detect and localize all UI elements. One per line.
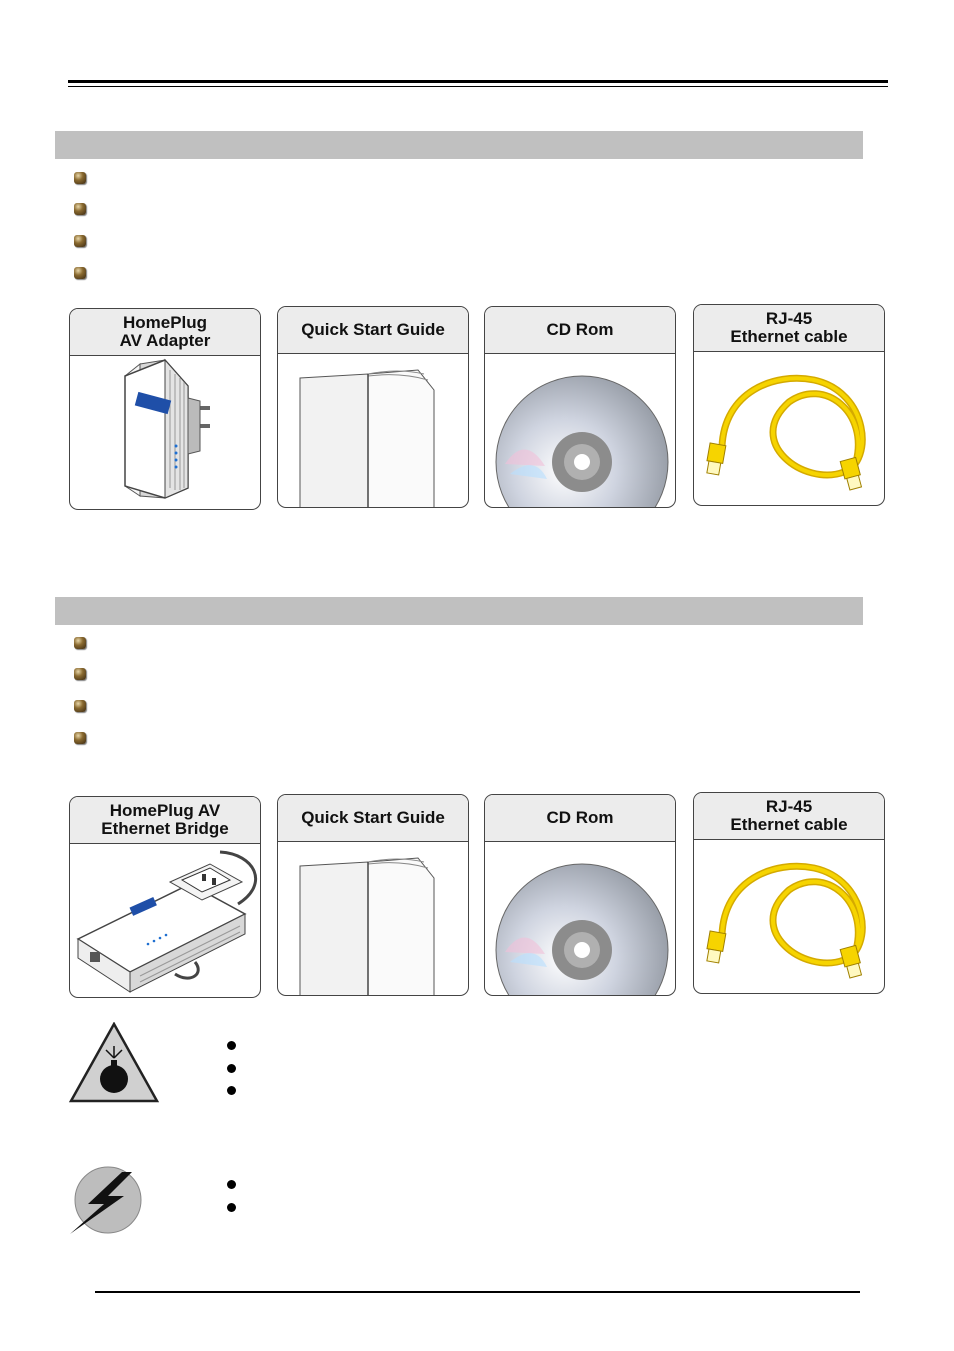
bullet-icon — [74, 235, 86, 247]
booklet-icon — [278, 842, 468, 996]
card-title: Quick Start Guide — [278, 795, 468, 842]
list-dot — [227, 1180, 236, 1189]
list-dot — [227, 1041, 236, 1050]
bullet-icon — [74, 172, 86, 184]
bullet-icon — [74, 203, 86, 215]
ethernet-cable-icon — [694, 840, 884, 994]
warning-bomb-icon — [68, 1022, 160, 1104]
package-card-cable — [693, 304, 885, 506]
footer-rule — [95, 1291, 860, 1293]
cd-icon — [485, 842, 675, 996]
ethernet-bridge-icon — [70, 844, 260, 998]
bullet-icon — [74, 637, 86, 649]
lightning-icon — [68, 1166, 144, 1236]
package-card-adapter — [69, 308, 261, 510]
header-rule-thick — [68, 80, 888, 83]
section-header-bar — [55, 131, 863, 159]
package-card-bridge — [69, 796, 261, 998]
card-title: RJ-45 Ethernet cable — [694, 305, 884, 352]
card-title: CD Rom — [485, 307, 675, 354]
bullet-icon — [74, 732, 86, 744]
ethernet-cable-icon — [694, 352, 884, 506]
package-card-guide — [277, 794, 469, 996]
list-dot — [227, 1064, 236, 1073]
bullet-icon — [74, 267, 86, 279]
card-title: HomePlug AV Ethernet Bridge — [70, 797, 260, 844]
booklet-icon — [278, 354, 468, 508]
header-rule-thin — [68, 86, 888, 87]
package-card-cable — [693, 792, 885, 994]
list-dot — [227, 1086, 236, 1095]
homeplug-adapter-icon — [70, 356, 260, 510]
card-title: Quick Start Guide — [278, 307, 468, 354]
package-card-cd — [484, 794, 676, 996]
bullet-icon — [74, 700, 86, 712]
bullet-icon — [74, 668, 86, 680]
package-card-cd — [484, 306, 676, 508]
card-title: CD Rom — [485, 795, 675, 842]
card-title: RJ-45 Ethernet cable — [694, 793, 884, 840]
cd-icon — [485, 354, 675, 508]
section-header-bar — [55, 597, 863, 625]
list-dot — [227, 1203, 236, 1212]
card-title: HomePlug AV Adapter — [70, 309, 260, 356]
package-card-guide — [277, 306, 469, 508]
